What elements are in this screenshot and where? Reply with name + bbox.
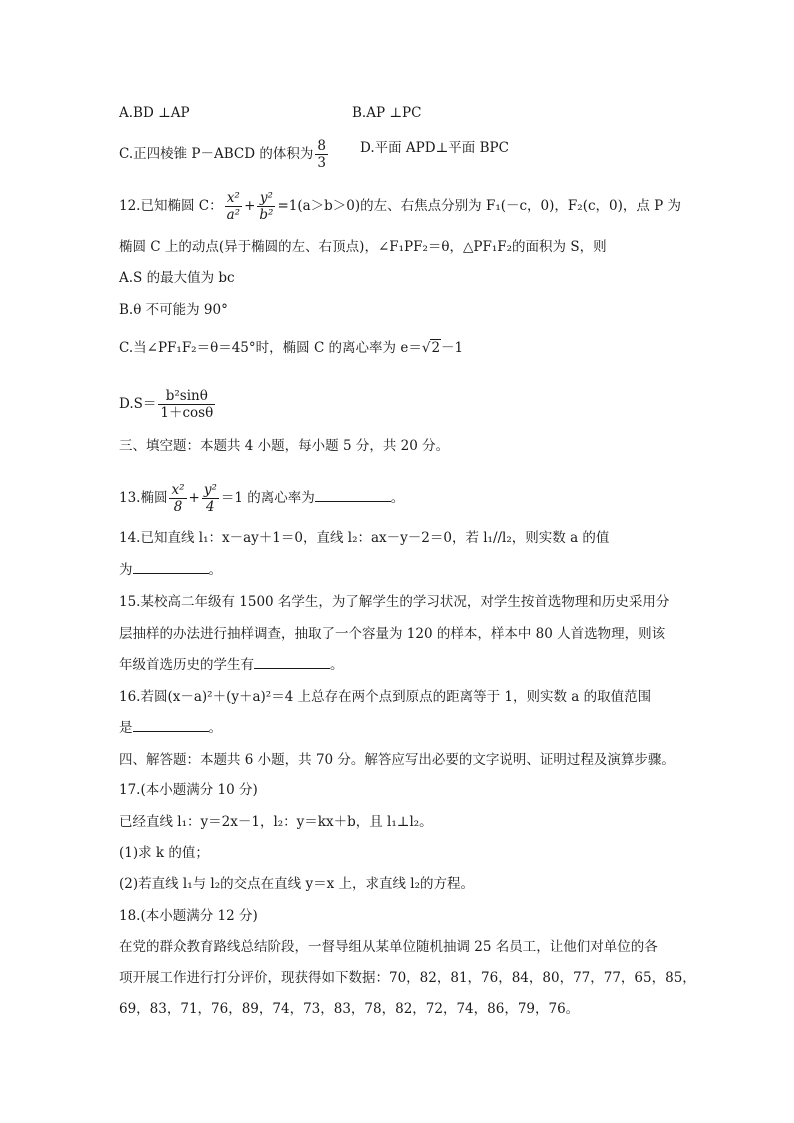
q18-line2: 项开展工作进行打分评价，现获得如下数据：70，82，81，76，84，80，77，77，65，85， <box>119 970 696 986</box>
ellipse-y-term <box>257 190 275 223</box>
q18-title: 18.(本小题满分 12 分) <box>119 908 258 924</box>
q12-option-c-tail: －1 <box>441 340 464 356</box>
q12-option-d <box>119 388 217 421</box>
q17-title: 17.(本小题满分 10 分) <box>119 782 258 798</box>
q18-line3: 69，83，71，76，89，74，73，83，78，82，72，74，86，79，76。 <box>119 1001 580 1017</box>
q12-option-c <box>119 338 463 358</box>
q13-tail: ＝1 的离心率为 <box>220 490 315 506</box>
fraction-numerator: x² <box>225 190 242 207</box>
q12-stem-text1: 的左、右焦点分别为 F₁(－c，0)，F₂(c，0)，点 P 为 <box>360 198 682 214</box>
q15-line3-end: 。 <box>330 657 344 673</box>
fraction-denominator: 3 <box>317 155 326 171</box>
area-fraction <box>158 388 215 421</box>
q12-prefix: 12.已知椭圆 C： <box>119 198 223 214</box>
q17-stem: 已经直线 l₁：y＝2x－1，l₂：y＝kx＋b，且 l₁⊥l₂。 <box>119 814 433 830</box>
fraction-numerator: y² <box>203 482 217 498</box>
q16-line1: 16.若圆(x－a)²＋(y＋a)²＝4 上总存在两个点到原点的距离等于 1，则实数 a 的取值范围 <box>119 689 652 705</box>
ellipse-x-term <box>225 190 242 223</box>
q13: 13.椭圆 $\frac{\text{x²}}{8}$ + $\frac{\text{y²}}{4}$ ＝1 的离心率为 。 <box>119 482 405 515</box>
q13-x-term <box>169 482 186 515</box>
fraction-denominator: a² <box>226 207 241 223</box>
q15-line3-pre: 年级首选历史的学生有 <box>119 657 254 673</box>
answer-blank <box>315 489 391 502</box>
sqrt-two: √2 <box>421 340 441 356</box>
fraction-denominator: b² <box>259 207 274 223</box>
q12-stem-line2: 椭圆 C 上的动点(异于椭圆的左、右顶点)，∠F₁PF₂＝θ，△PF₁F₂的面积为 S，则 <box>119 239 607 255</box>
q12-option-d-text: D.S＝ <box>119 396 157 412</box>
q18-line1: 在党的群众教育路线总结阶段，一督导组从某单位随机抽调 25 名员工，让他们对单位的各 <box>119 939 658 955</box>
ellipse-equation-tail: =1(a＞b＞0) <box>277 198 361 214</box>
q14-line2 <box>119 560 222 580</box>
fraction-denominator: 8 <box>173 499 183 515</box>
fraction-numerator: b²sinθ <box>158 388 215 405</box>
q16-line2-end: 。 <box>208 720 222 736</box>
q16-line2-pre: 是 <box>119 720 133 736</box>
q11-option-d: D.平面 APD⊥平面 BPC <box>360 140 509 156</box>
q12-option-b: B.θ 不可能为 90° <box>119 302 228 318</box>
q11-option-c-text: C.正四棱锥 P－ABCD 的体积为 <box>119 146 314 162</box>
q16-line2 <box>119 718 222 738</box>
section-3-heading: 三、填空题：本题共 4 小题，每小题 5 分，共 20 分。 <box>119 438 450 454</box>
q13-prefix: 13.椭圆 <box>119 490 168 506</box>
q11-option-a: A.BD ⊥AP <box>119 105 190 121</box>
fraction-denominator: 4 <box>206 499 215 515</box>
q15-line1: 15.某校高二年级有 1500 名学生，为了解学生的学习状况，对学生按首选物理和历史采用分 <box>119 594 670 610</box>
q15-line3 <box>119 655 344 675</box>
section-4-heading: 四、解答题：本题共 6 小题，共 70 分。解答应写出必要的文字说明、证明过程及演算步骤。 <box>119 752 675 768</box>
q15-line2: 层抽样的办法进行抽样调查，抽取了一个容量为 120 的样本，样本中 80 人首选物理，则该 <box>119 626 666 642</box>
q14-line1: 14.已知直线 l₁：x－ay＋1＝0，直线 l₂：ax－y－2＝0，若 l₁//l₂，则实数 a 的值 <box>119 530 610 546</box>
answer-blank <box>254 656 330 669</box>
q11-option-b: B.AP ⊥PC <box>352 105 422 121</box>
q12-stem-line1: 12.已知椭圆 C： $\frac{\text{x²}}{\text{a²}}$ + $\frac{\text{y²}}{\text{b²}}$ =1(a＞b＞0)的左、右焦点分别为 F₁(－c，0)，F₂(c，0)，点 P 为 <box>119 190 682 223</box>
answer-blank <box>133 561 209 574</box>
fraction-denominator: 1＋cosθ <box>160 405 214 421</box>
q11-option-c <box>119 138 330 171</box>
q17-part1: (1)求 k 的值； <box>119 845 209 861</box>
answer-blank <box>133 719 209 732</box>
q14-line2-pre: 为 <box>119 562 133 578</box>
q17-part2: (2)若直线 l₁与 l₂的交点在直线 y＝x 上，求直线 l₂的方程。 <box>119 876 475 892</box>
q13-end: 。 <box>390 490 405 506</box>
q14-line2-end: 。 <box>208 562 222 578</box>
fraction-eight-thirds <box>315 138 328 171</box>
fraction-numerator: 8 <box>317 138 326 154</box>
fraction-numerator: y² <box>257 190 275 207</box>
fraction-numerator: x² <box>171 482 185 498</box>
q12-option-c-text: C.当∠PF₁F₂＝θ＝45°时，椭圆 C 的离心率为 e＝ <box>119 340 422 356</box>
q13-y-term <box>202 482 219 515</box>
q12-option-a: A.S 的最大值为 bc <box>119 270 235 286</box>
radicand: 2 <box>431 340 441 356</box>
